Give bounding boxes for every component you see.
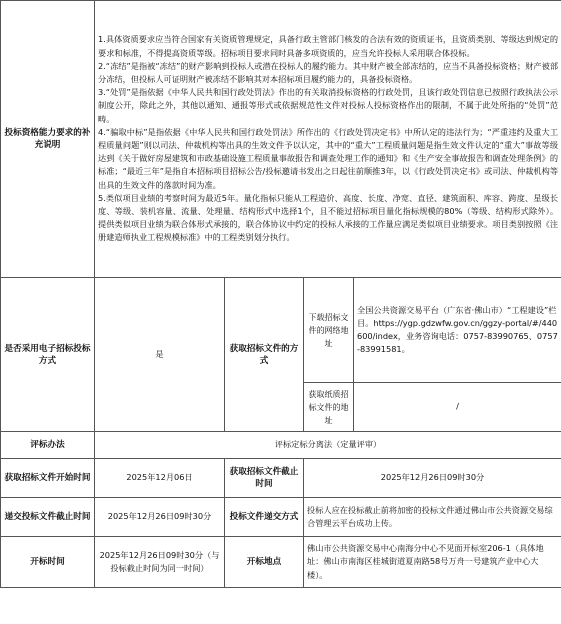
obtain-start-value: 2025年12月06日 bbox=[95, 459, 225, 498]
submit-method-label: 投标文件递交方式 bbox=[225, 498, 304, 537]
supplement-row bbox=[1, 1, 561, 278]
supplement-content bbox=[95, 1, 561, 278]
opening-time-value: 2025年12月26日09时30分（与投标截止时间为同一时间） bbox=[95, 537, 225, 588]
submit-method-value: 投标人应在投标截止前将加密的投标文件通过佛山市公共资源交易综合管理云平台成功上传。 bbox=[304, 498, 561, 537]
obtain-start-label: 获取招标文件开始时间 bbox=[1, 459, 95, 498]
supplement-paragraph-5: 5.类似项目业绩的考察时间为最近5年。量化指标只能从工程造价、高度、长度、净宽、直径、建筑面积、库容、跨度、星级长度、等级、装机容量、流量、处理量、结构形式中选择1个，且不能过招标项目量化指标规模的80%（等级、结构形式除外）。提供类似项目业绩为联合体形式承接的，联合体协议中约定的投标人承接的工作量应满足类似项目业绩要求。项目类别按照《注册建造师执业工程规模标准》中的工程类别划分执行。 bbox=[98, 192, 559, 243]
opening-place-label: 开标地点 bbox=[225, 537, 304, 588]
evaluation-label: 评标办法 bbox=[1, 432, 95, 459]
submit-row bbox=[1, 498, 561, 537]
evaluation-value: 评标定标分离法（定量评审） bbox=[95, 432, 561, 459]
paper-address-value: / bbox=[354, 383, 561, 432]
download-address-value[interactable]: 全国公共资源交易平台（广东省·佛山市）“工程建设”栏目。https://ygp.gdzwfw.gov.cn/ggzy-portal/#/440600/index，业务咨询电话：0757-83990765、0757-83991581。 bbox=[354, 278, 561, 383]
obtain-deadline-value: 2025年12月26日09时30分 bbox=[304, 459, 561, 498]
download-address-label: 下载招标文件的网络地址 bbox=[304, 278, 354, 383]
obtain-deadline-label: 获取招标文件截止时间 bbox=[225, 459, 304, 498]
submit-deadline-label: 递交投标文件截止时间 bbox=[1, 498, 95, 537]
opening-place-value: 佛山市公共资源交易中心南海分中心不见面开标室206-1（具体地址：佛山市南海区桂城街道夏南路58号万舟一号建筑产业中心大楼）。 bbox=[304, 537, 561, 588]
supplement-paragraph-3: 3.“处罚”是指依据《中华人民共和国行政处罚法》作出的有关取消投标资格的行政处罚，且该行政处罚信息已按照行政执法公示制度公开，除此之外，其他以通知、通报等形式或依据规范性文件对投标人投标资格作出的限制，不属于此处所指的“处罚”范畴。 bbox=[98, 87, 559, 124]
supplement-label: 投标资格能力要求的补充说明 bbox=[1, 1, 95, 278]
opening-time-label: 开标时间 bbox=[1, 537, 95, 588]
supplement-paragraph-4: 4.“骗取中标”是指依据《中华人民共和国行政处罚法》所作出的《行政处罚决定书》中所认定的违法行为；“严重违约及重大工程质量问题”则以司法、仲裁机构等出具的生效文件予以认定，其中的“重大”工程质量问题是指生效文件认定的“重大”事故等级达到《关于做好房屋建筑和市政基础设施工程质量事故报告和调查处理工作的通知》和《生产安全事故报告和调查处理条例》的标准；“最近三年”是指自本招标项目招标公告/投标邀请书发出之日起往前顺推3年，以《行政处罚决定书》或司法、仲裁机构等出具的生效文件的落款时间为准。 bbox=[98, 126, 559, 190]
obtain-method-label: 获取招标文件的方式 bbox=[225, 278, 304, 432]
electronic-row-1 bbox=[1, 278, 561, 383]
obtain-start-row bbox=[1, 459, 561, 498]
paper-address-label: 获取纸质招标文件的地址 bbox=[304, 383, 354, 432]
electronic-value: 是 bbox=[95, 278, 225, 432]
submit-deadline-value: 2025年12月26日09时30分 bbox=[95, 498, 225, 537]
evaluation-row bbox=[1, 432, 561, 459]
supplement-paragraph-2: 2.“冻结”是指被“冻结”的财产影响到投标人或潜在投标人的履约能力。其中财产被全部冻结的，应当不具备投标资格；财产被部分冻结，但投标人可证明财产被冻结不影响其对本招标项目履约能力的，具备投标资格。 bbox=[98, 60, 559, 84]
electronic-label: 是否采用电子招标投标方式 bbox=[1, 278, 95, 432]
opening-row bbox=[1, 537, 561, 588]
supplement-paragraph-1: 1.具体资质要求应当符合国家有关资质管理规定，具备行政主管部门核发的合法有效的资质证书，且资质类别、等级达到规定的要求和标准，不得提高资质等级。招标项目要求同时具备多项资质的，应当允许投标人采用联合体投标。 bbox=[98, 34, 559, 58]
